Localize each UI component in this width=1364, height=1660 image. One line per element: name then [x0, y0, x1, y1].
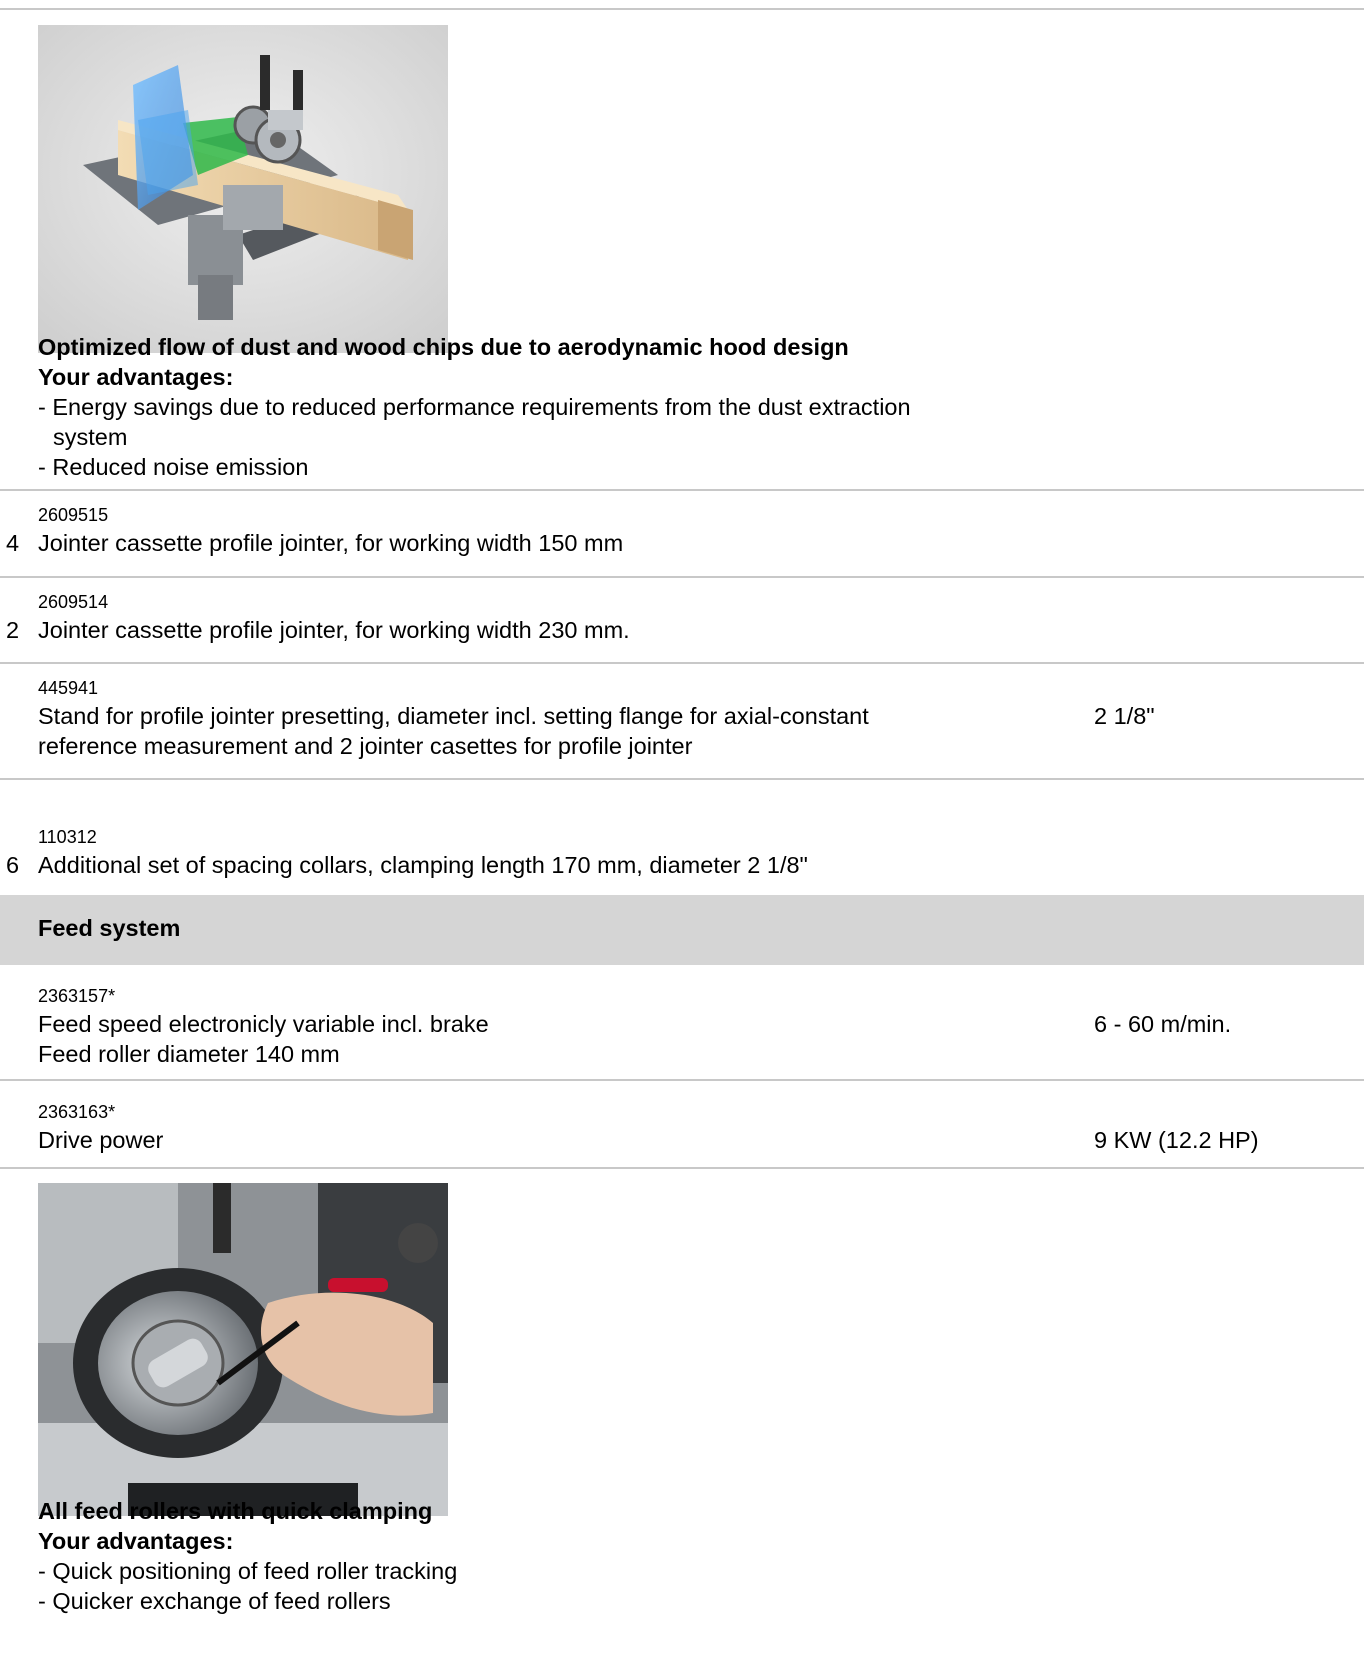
advantage-item: - Quicker exchange of feed rollers — [38, 1588, 391, 1614]
item-code: 2363157* — [38, 986, 116, 1006]
item-value: 6 - 60 m/min. — [1094, 1011, 1232, 1037]
divider — [0, 576, 1364, 578]
item-code: 110312 — [38, 827, 97, 847]
item-quantity: 2 — [6, 617, 20, 643]
advantages-heading: Your advantages: — [38, 364, 234, 390]
advantages-heading: Your advantages: — [38, 1528, 234, 1554]
advantage-item: - Quick positioning of feed roller tracking — [38, 1558, 458, 1584]
divider — [0, 489, 1364, 491]
divider — [0, 662, 1364, 664]
feed-roller-image — [38, 1183, 448, 1516]
divider — [0, 8, 1364, 10]
item-description: Jointer cassette profile jointer, for working width 150 mm — [38, 530, 624, 556]
feed-roller-photo-icon — [38, 1183, 448, 1516]
machine-hood-image — [38, 25, 448, 353]
advantage-item: - Reduced noise emission — [38, 454, 309, 480]
item-value: 2 1/8" — [1094, 703, 1155, 729]
divider — [0, 1167, 1364, 1169]
item-quantity: 4 — [6, 530, 20, 556]
item-code: 2363163* — [38, 1102, 116, 1122]
advantage-item: - Energy savings due to reduced performance requirements from the dust extraction — [38, 394, 911, 420]
item-description: Jointer cassette profile jointer, for working width 230 mm. — [38, 617, 630, 643]
divider — [0, 778, 1364, 780]
feature-title: All feed rollers with quick clamping — [38, 1498, 433, 1524]
section-title: Feed system — [38, 915, 181, 941]
item-description: Stand for profile jointer presetting, diameter incl. setting flange for axial-constant — [38, 703, 869, 729]
item-quantity: 6 — [6, 852, 20, 878]
item-description: Feed speed electronicly variable incl. brake — [38, 1011, 489, 1037]
machine-hood-illustration-icon — [38, 25, 448, 353]
item-code: 2609514 — [38, 592, 109, 612]
advantage-item-continuation: system — [53, 424, 128, 450]
section-header — [0, 895, 1364, 965]
item-code: 2609515 — [38, 505, 109, 525]
item-description-line2: Feed roller diameter 140 mm — [38, 1041, 340, 1067]
item-description: Drive power — [38, 1127, 164, 1153]
item-description: Additional set of spacing collars, clamping length 170 mm, diameter 2 1/8" — [38, 852, 808, 878]
item-value: 9 KW (12.2 HP) — [1094, 1127, 1259, 1153]
item-description-line2: reference measurement and 2 jointer casettes for profile jointer — [38, 733, 693, 759]
item-code: 445941 — [38, 678, 99, 698]
divider — [0, 1079, 1364, 1081]
feature-title: Optimized flow of dust and wood chips due to aerodynamic hood design — [38, 334, 849, 360]
